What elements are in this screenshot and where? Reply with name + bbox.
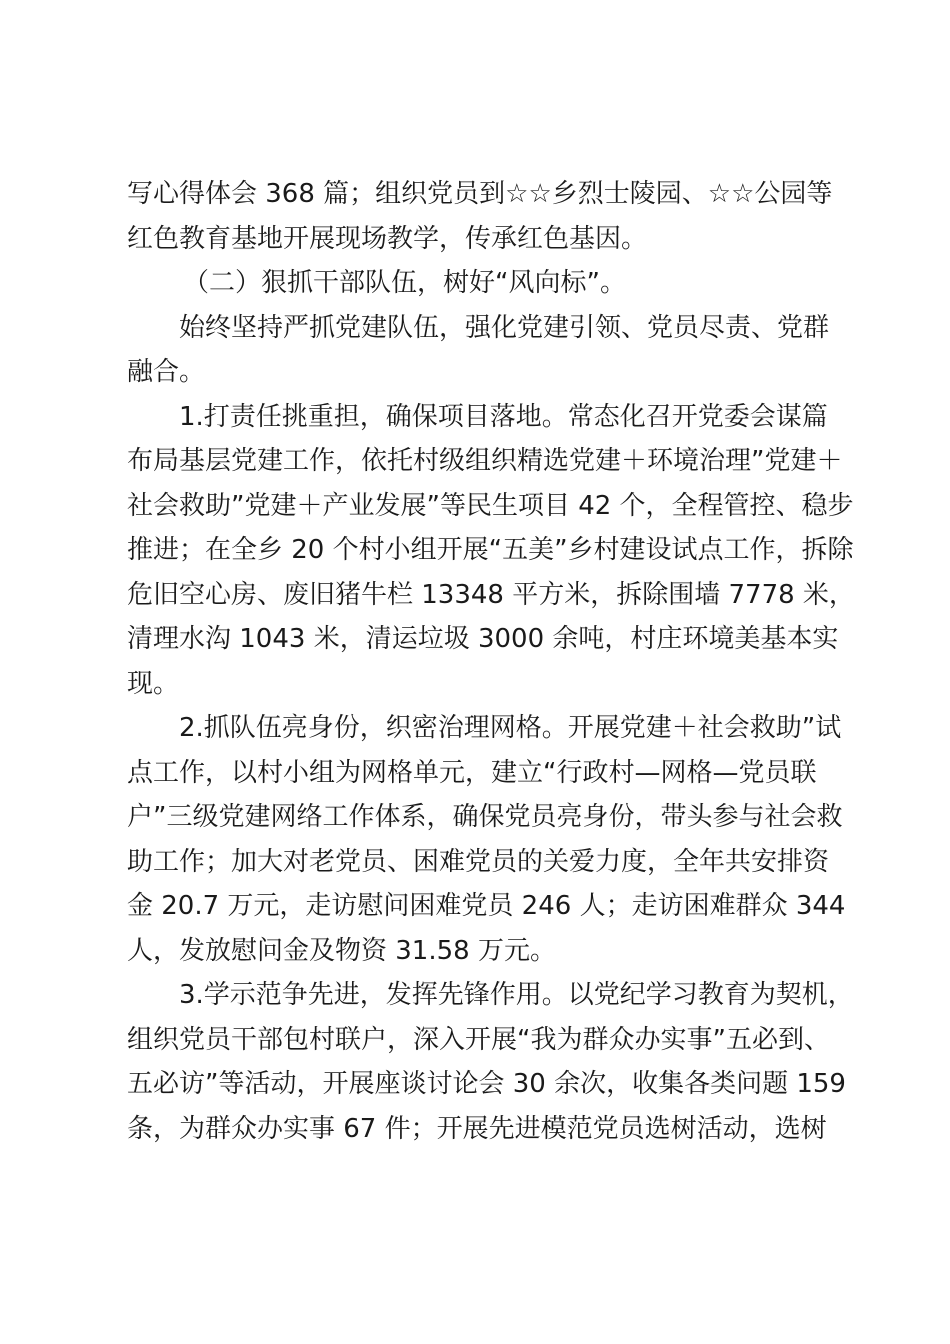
text-line: 现。 bbox=[127, 668, 180, 699]
text-line: 条，为群众办实事 67 件；开展先进模范党员选树活动，选树 bbox=[127, 1113, 827, 1144]
section-heading-text: （二）狠抓干部队伍，树好“风向标”。 bbox=[183, 268, 626, 298]
text-line: 危旧空心房、废旧猪牛栏 13348 平方米，拆除围墙 7778 米， bbox=[127, 579, 855, 610]
paragraph-item-3 bbox=[127, 973, 854, 1151]
text-line: 始终坚持严抓党建队伍，强化党建引领、党员尽责、党群 bbox=[179, 312, 830, 343]
text-line: 点工作，以村小组为网格单元，建立“行政村—网格—党员联 bbox=[127, 757, 817, 788]
text-line: 组织党员干部包村联户，深入开展“我为群众办实事”五必到、 bbox=[127, 1024, 830, 1055]
text-line: 金 20.7 万元，走访慰问困难党员 246 人；走访困难群众 344 bbox=[127, 891, 846, 921]
text-line: 社会救助”党建＋产业发展”等民生项目 42 个，全程管控、稳步 bbox=[127, 490, 854, 521]
text-line: 1.打责任挑重担，确保项目落地。常态化召开党委会谋篇 bbox=[179, 401, 828, 432]
text-line: 清理水沟 1043 米，清运垃圾 3000 余吨，村庄环境美基本实 bbox=[127, 624, 839, 654]
body-text bbox=[127, 172, 855, 1151]
paragraph-education-continued bbox=[127, 172, 839, 261]
text-line: 2.抓队伍亮身份，织密治理网格。开展党建＋社会救助”试 bbox=[179, 713, 842, 743]
text-line: 3.学示范争先进，发挥先锋作用。以党纪学习教育为契机， bbox=[179, 980, 854, 1010]
text-line: 布局基层党建工作，依托村级组织精选党建＋环境治理”党建＋ bbox=[127, 446, 843, 476]
text-line: 推进；在全乡 20 个村小组开展“五美”乡村建设试点工作，拆除 bbox=[127, 535, 854, 565]
paragraph-intro bbox=[127, 306, 839, 395]
text-line: 助工作；加大对老党员、困难党员的关爱力度，全年共安排资 bbox=[127, 846, 830, 877]
paragraph-item-2 bbox=[127, 706, 846, 973]
text-line: 人，发放慰问金及物资 31.58 万元。 bbox=[127, 935, 556, 966]
text-line: 五必访”等活动，开展座谈讨论会 30 余次，收集各类问题 159 bbox=[127, 1069, 846, 1099]
text-line: 红色教育基地开展现场教学，传承红色基因。 bbox=[127, 223, 648, 254]
text-line: 写心得体会 368 篇；组织党员到☆☆乡烈士陵园、☆☆公园等 bbox=[127, 179, 833, 209]
paragraph-item-1 bbox=[127, 395, 855, 707]
text-line: 融合。 bbox=[127, 357, 206, 387]
section-heading bbox=[127, 261, 839, 306]
text-line: 户”三级党建网络工作体系，确保党员亮身份，带头参与社会救 bbox=[127, 802, 843, 832]
